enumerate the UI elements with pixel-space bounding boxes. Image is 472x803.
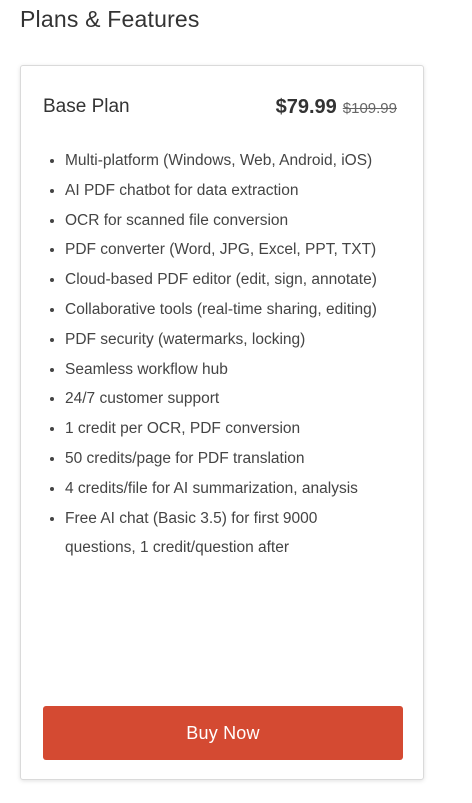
feature-item: • Multi-platform (Windows, Web, Android, iOS): [65, 146, 385, 176]
feature-item: • 1 credit per OCR, PDF conversion: [65, 414, 385, 444]
feature-item: • Free AI chat (Basic 3.5) for first 9000 questions, 1 credit/question after: [65, 504, 385, 564]
buy-now-button[interactable]: Buy Now: [43, 706, 403, 760]
plan-header: [43, 92, 397, 122]
feature-item: • Cloud-based PDF editor (edit, sign, annotate): [65, 265, 385, 295]
feature-item: • OCR for scanned file conversion: [65, 206, 385, 236]
price-group: [276, 96, 397, 119]
plan-card: [20, 65, 424, 780]
feature-item: • PDF security (watermarks, locking): [65, 325, 385, 355]
feature-item: • Collaborative tools (real-time sharing, editing): [65, 295, 385, 325]
feature-list: [65, 146, 385, 563]
section-title: Plans & Features: [20, 6, 200, 32]
feature-item: • 50 credits/page for PDF translation: [65, 444, 385, 474]
current-price: $79.99: [275, 95, 337, 118]
plan-name: Base Plan: [43, 96, 130, 117]
feature-item: • 4 credits/file for AI summarization, analysis: [65, 474, 385, 504]
feature-item: • 24/7 customer support: [65, 384, 385, 414]
feature-item: • AI PDF chatbot for data extraction: [65, 176, 385, 206]
feature-item: • Seamless workflow hub: [65, 355, 385, 385]
original-price: $109.99: [342, 99, 397, 117]
feature-item: • PDF converter (Word, JPG, Excel, PPT, TXT): [65, 235, 385, 265]
